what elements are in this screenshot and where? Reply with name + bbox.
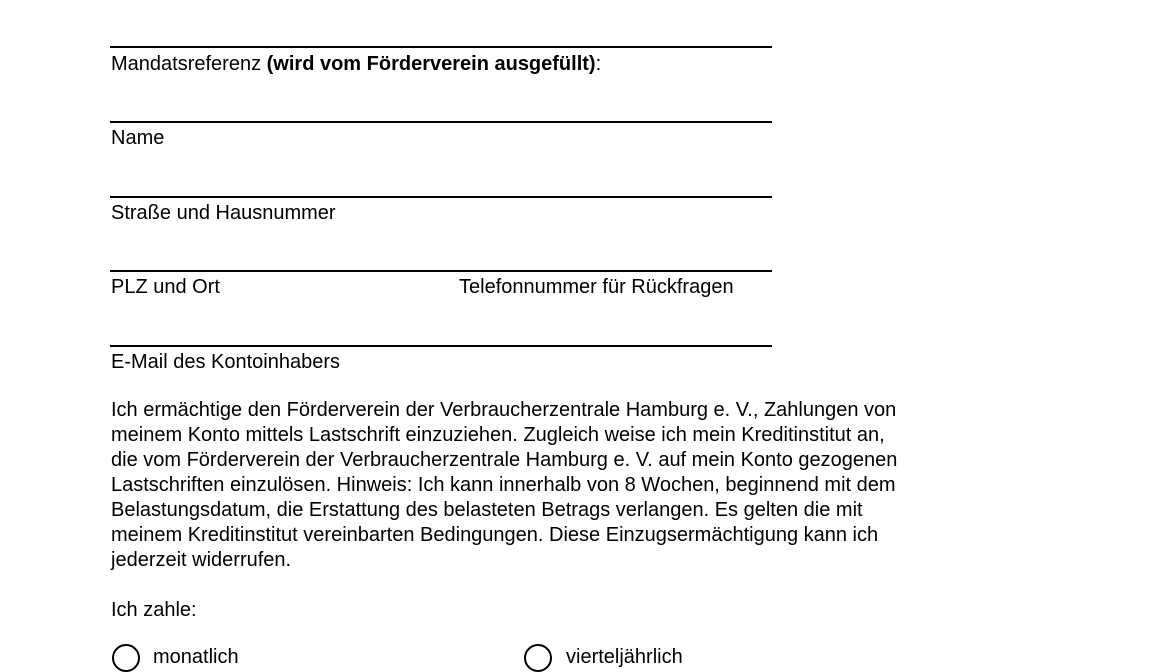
radio-quarterly-label: vierteljährlich	[566, 646, 683, 668]
payment-heading: Ich zahle:	[111, 599, 197, 621]
street-label: Straße und Hausnummer	[111, 202, 336, 224]
radio-monthly[interactable]	[112, 644, 140, 672]
name-label: Name	[111, 127, 165, 149]
radio-quarterly[interactable]	[524, 644, 552, 672]
mandate-reference-label-bold: (wird vom Förderverein ausgefüllt)	[266, 53, 596, 75]
authorization-line: meinem Kreditinstitut vereinbarten Bedingungen. Diese Einzugsermächtigung kann ich	[111, 524, 879, 546]
name-line[interactable]	[110, 121, 772, 123]
city-phone-line[interactable]	[110, 270, 772, 272]
mandate-reference-label-suffix: :	[595, 53, 602, 75]
street-line[interactable]	[110, 196, 772, 198]
city-label: PLZ und Ort	[111, 276, 220, 298]
phone-label: Telefonnummer für Rückfragen	[459, 276, 734, 298]
authorization-text	[111, 398, 1011, 573]
mandate-reference-label-text: Mandatsreferenz	[111, 53, 267, 75]
authorization-line: die vom Förderverein der Verbraucherzentrale Hamburg e. V. auf mein Konto gezogenen	[111, 449, 898, 471]
mandate-reference-label	[111, 52, 601, 76]
radio-monthly-label: monatlich	[153, 646, 239, 668]
authorization-line: meinem Konto mittels Lastschrift einzuziehen. Zugleich weise ich mein Kreditinstitut an,	[111, 424, 885, 446]
email-line[interactable]	[110, 345, 772, 347]
authorization-line: Belastungsdatum, die Erstattung des belasteten Betrags verlangen. Es gelten die mit	[111, 499, 863, 521]
authorization-line: Ich ermächtige den Förderverein der Verbraucherzentrale Hamburg e. V., Zahlungen von	[111, 399, 897, 421]
authorization-line: jederzeit widerrufen.	[111, 549, 292, 571]
mandate-reference-line[interactable]	[110, 46, 772, 48]
email-label: E-Mail des Kontoinhabers	[111, 351, 341, 373]
authorization-line: Lastschriften einzulösen. Hinweis: Ich kann innerhalb von 8 Wochen, beginnend mit dem	[111, 474, 896, 496]
